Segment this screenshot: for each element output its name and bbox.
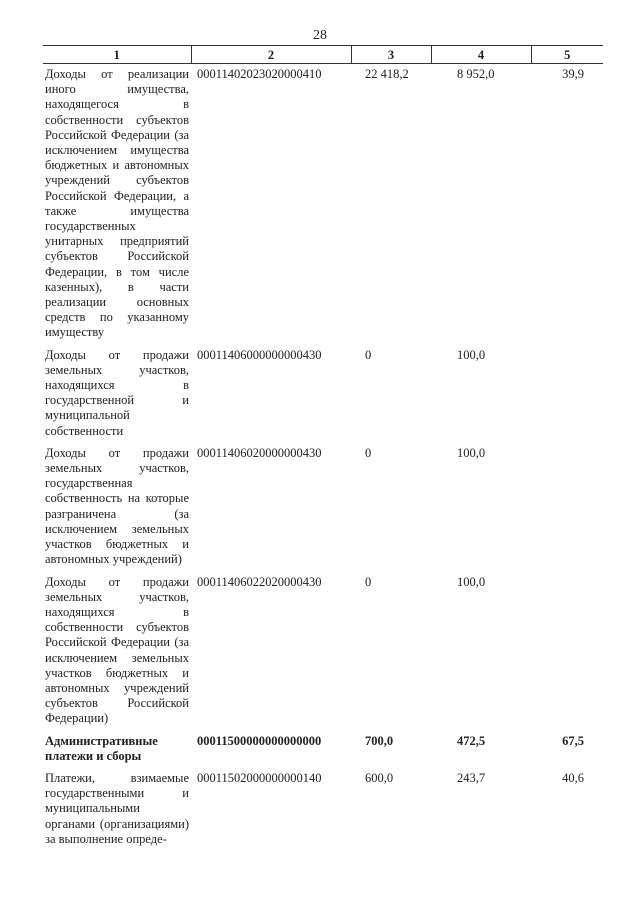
row-code-cell: 00011500000000000000 (197, 733, 322, 748)
row-col5-cell: 40,6 (562, 770, 584, 785)
row-name-cell: Административные платежи и сборы (45, 733, 158, 763)
row-col4-cell: 243,7 (457, 770, 486, 785)
row-col5-cell: 67,5 (562, 733, 584, 748)
row-col4-cell: 8 952,0 (457, 67, 495, 81)
row-col3-cell: 22 418,2 (365, 67, 409, 81)
row-col4-cell: 100,0 (457, 445, 486, 460)
row-code-cell: 00011406020000000430 (197, 445, 322, 460)
row-col3-cell: 0 (365, 445, 372, 460)
row-col4-cell: 100,0 (457, 574, 486, 589)
table-header-row (43, 46, 603, 64)
row-col5-cell: 39,9 (562, 67, 584, 81)
column-header: 1 (43, 46, 191, 64)
row-col3-cell: 700,0 (365, 733, 394, 748)
table-row (43, 443, 603, 572)
row-name-cell: Доходы от продажи земельных участков, находящихся в государственной и муниципальной собственности (45, 347, 189, 438)
column-header: 3 (351, 46, 431, 64)
table-row (43, 768, 603, 851)
row-col4-cell: 472,5 (457, 733, 486, 748)
row-name-cell: Доходы от реализации иного имущества, находящегося в собственности субъектов Российской Федерации (за исключением имущества бюджетных и автономных учреждений субъектов Российской Федерации, а также имущества государственных унитарных предприятий субъектов Российской Федерации, в том числе казенных), в части реализации основных средств по указанному имуществу (45, 67, 189, 340)
row-col5-cell (531, 572, 603, 731)
table-row (43, 345, 603, 443)
row-col5-cell (531, 443, 603, 572)
column-header: 2 (191, 46, 351, 64)
budget-table (43, 45, 603, 851)
row-name-cell: Доходы от продажи земельных участков, находящихся в собственности субъектов Российской Федерации (за исключением земельных участков бюджетных и автономных учреждений субъектов Российской Федерации) (45, 574, 189, 726)
row-col4-cell: 100,0 (457, 347, 486, 362)
row-col5-cell (531, 345, 603, 443)
row-col3-cell: 0 (365, 347, 372, 362)
row-name-cell: Платежи, взимаемые государственными и муниципальными органами (организациями) за выполнение опреде- (45, 770, 189, 846)
row-col3-cell: 600,0 (365, 770, 394, 785)
row-code-cell: 00011406000000000430 (197, 347, 322, 362)
row-code-cell: 00011502000000000140 (197, 770, 322, 785)
row-code-cell: 00011402023020000410 (197, 67, 322, 81)
row-col3-cell: 0 (365, 574, 372, 589)
table-row (43, 572, 603, 731)
page-number: 28 (313, 28, 327, 43)
table-row (43, 64, 603, 345)
column-header: 4 (431, 46, 531, 64)
table-row (43, 731, 603, 768)
column-header: 5 (531, 46, 603, 64)
row-name-cell: Доходы от продажи земельных участков, государственная собственность на которые разграничена (за исключением земельных участков бюджетных и автономных учреждений) (45, 445, 189, 567)
row-code-cell: 00011406022020000430 (197, 574, 322, 589)
